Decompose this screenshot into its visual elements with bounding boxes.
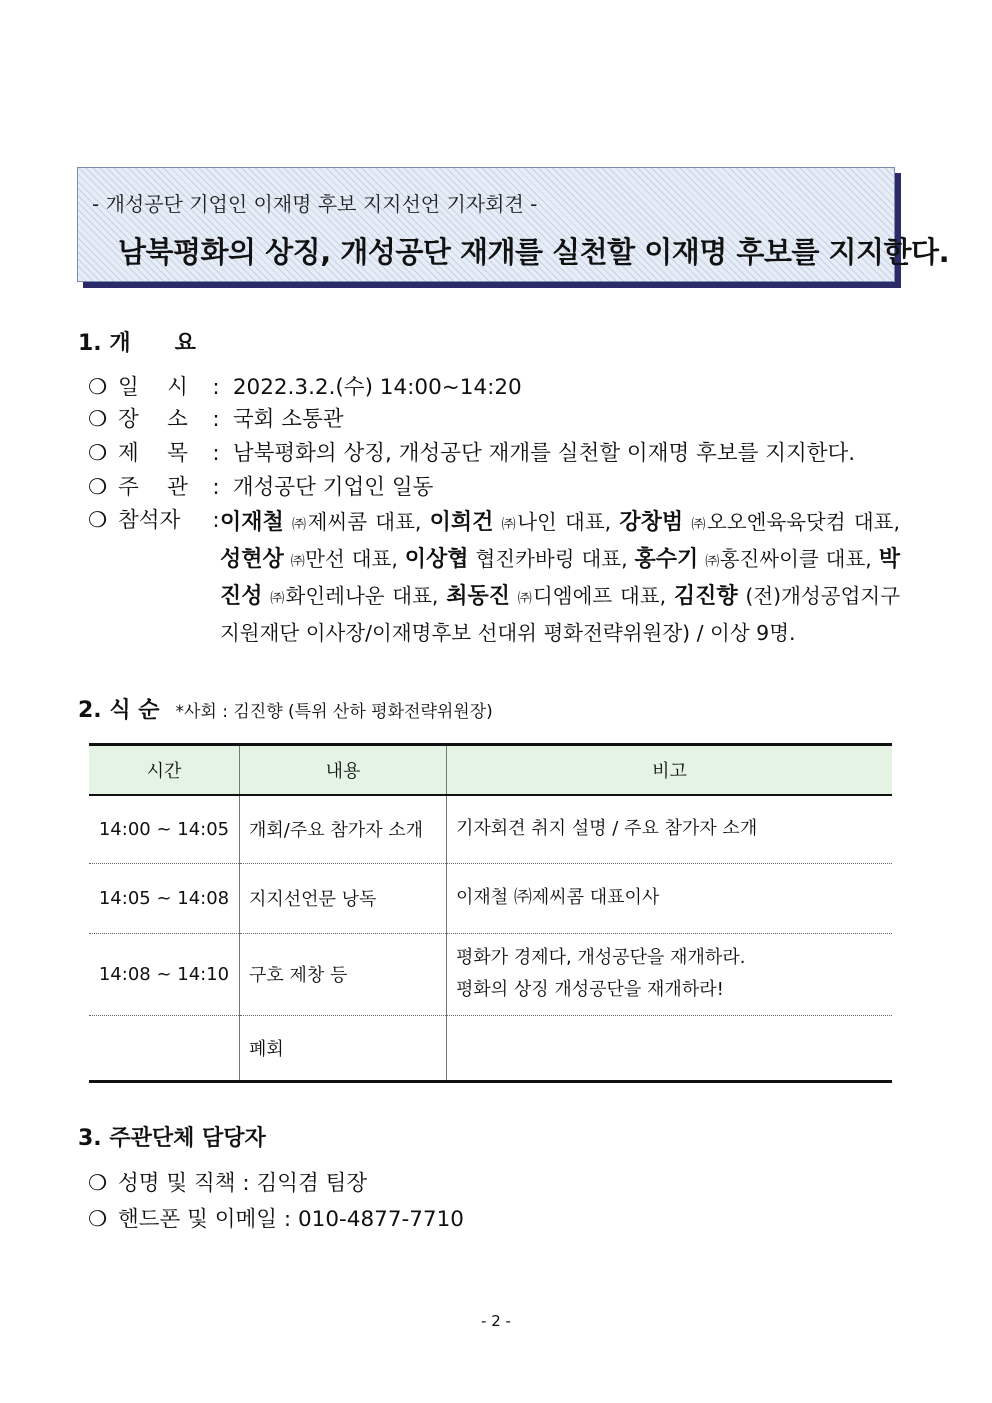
page-number: - 2 - <box>481 1312 511 1330</box>
table-row <box>89 795 892 863</box>
column-header: 시간 <box>89 745 240 796</box>
attendee-org: 홍진싸이클 대표 <box>719 547 866 571</box>
bullet-circle-icon: ❍ <box>88 508 108 533</box>
attendee-org: 오오엔육육닷컴 대표 <box>707 510 894 534</box>
title-box <box>77 167 950 282</box>
attendee-name: 성현상 <box>220 546 284 572</box>
cell-time: 14:08 ~ 14:10 <box>89 933 240 1015</box>
contact-name: ❍ 성명 및 직책 : 김익겸 팀장 <box>88 1168 367 1200</box>
attendee-name: 홍수기 <box>634 546 699 572</box>
bullet-circle-icon: ❍ <box>88 475 108 500</box>
overview-attendees: ❍ 참석자 : <box>88 505 226 537</box>
table-row <box>89 933 892 1015</box>
section-2-heading <box>78 693 493 724</box>
bullet-circle-icon: ❍ <box>88 441 108 466</box>
overview-label: 제 목 <box>118 441 188 466</box>
cell-content: 개회/주요 참가자 소개 <box>240 795 447 863</box>
attendee-name: 이희건 <box>429 509 494 535</box>
contact-value: 010-4877-7710 <box>297 1207 464 1232</box>
company-mark: ㈜ <box>291 517 308 533</box>
cell-time: 14:05 ~ 14:08 <box>89 863 240 933</box>
attendees-list: 이재철 ㈜제씨콤 대표, 이희건 ㈜나인 대표, 강창범 ㈜오오엔육육닷컴 대표, 성현상 ㈜만선 대표, 이상협 협진카바링 대표, 홍수기 ㈜홍진싸이클 대표, 박진성 ㈜화인레나운 대표, 최동진 ㈜디엠에프 대표, 김진향 (전)개성공업지구지원재단 이사장/이재명후보 선대위 평화전략위원장) / 이상 9명. <box>220 509 901 645</box>
section-1-heading: 1. 개 요 <box>78 331 196 356</box>
company-mark: ㈜ <box>501 517 518 533</box>
attendee-name: 강창범 <box>619 509 684 535</box>
overview-label: 주 관 <box>118 475 188 500</box>
attendee-name: 박진성 <box>220 546 901 609</box>
bullet-circle-icon: ❍ <box>88 1171 108 1196</box>
overview-place: ❍ 장 소 : 국회 소통관 <box>88 404 344 436</box>
contact-label: 핸드폰 및 이메일 <box>118 1207 278 1232</box>
attendee-name: 최동진 <box>446 583 510 609</box>
cell-note: 기자회견 취지 설명 / 주요 참가자 소개 <box>447 795 893 863</box>
attendee-org: (전)개성공업지구지원재단 이사장/이재명후보 선대위 평화전략위원장) / 이상 9명. <box>220 584 900 645</box>
cell-note <box>447 1015 893 1081</box>
cell-content: 지지선언문 낭독 <box>240 863 447 933</box>
overview-label: 장 소 <box>118 407 188 432</box>
section-2-title: 2. 식 순 <box>78 698 160 723</box>
overview-value: 2022.3.2.(수) 14:00~14:20 <box>232 375 522 400</box>
overview-date: ❍ 일 시 : 2022.3.2.(수) 14:00~14:20 <box>88 372 522 404</box>
table-header-row <box>89 745 892 796</box>
overview-value: 개성공단 기업인 일동 <box>232 475 434 500</box>
table-row <box>89 863 892 933</box>
company-mark: ㈜ <box>290 554 306 570</box>
attendee-org: 나인 대표 <box>517 510 605 534</box>
attendee-name: 이상협 <box>404 546 469 572</box>
overview-value: 남북평화의 상징, 개성공단 재개를 실천할 이재명 후보를 지지한다. <box>232 441 856 466</box>
cell-time: 14:00 ~ 14:05 <box>98 818 230 840</box>
overview-host: ❍ 주 관 : 개성공단 기업인 일동 <box>88 472 433 504</box>
cell-content: 폐회 <box>240 1015 447 1081</box>
cell-note: 평화가 경제다, 개성공단을 재개하라. 평화의 상징 개성공단을 재개하라! <box>447 933 893 1015</box>
overview-subject: ❍ 제 목 : 남북평화의 상징, 개성공단 재개를 실천할 이재명 후보를 지지한다. <box>88 438 855 470</box>
bullet-circle-icon: ❍ <box>88 1207 108 1232</box>
title-subtitle: - 개성공단 기업인 이재명 후보 지지선언 기자회견 - <box>92 192 538 216</box>
attendee-name: 이재철 <box>220 509 284 535</box>
cell-content: 구호 제창 등 <box>240 933 447 1015</box>
contact-phone: ❍ 핸드폰 및 이메일 : 010-4877-7710 <box>88 1204 464 1236</box>
contact-value: 김익겸 팀장 <box>256 1171 368 1196</box>
attendees-label: 참석자 <box>118 508 181 533</box>
section-2-note: *사회 : 김진향 (특위 산하 평화전략위원장) <box>175 702 493 722</box>
company-mark: ㈜ <box>517 591 533 607</box>
overview-value: 국회 소통관 <box>232 407 344 432</box>
section-3-heading: 3. 주관단체 담당자 <box>78 1126 266 1151</box>
title-main: 남북평화의 상징, 개성공단 재개를 실천할 이재명 후보를 지지한다. <box>118 235 950 269</box>
attendee-org: 제씨콤 대표 <box>307 510 415 534</box>
bullet-circle-icon: ❍ <box>88 375 108 400</box>
column-header: 내용 <box>240 745 447 796</box>
attendee-org: 협진카바링 대표 <box>475 547 622 571</box>
attendee-org: 만선 대표 <box>305 547 392 571</box>
table-row <box>89 1015 892 1081</box>
company-mark: ㈜ <box>691 517 708 533</box>
company-mark: ㈜ <box>705 554 720 570</box>
schedule-table <box>89 743 892 1083</box>
bullet-circle-icon: ❍ <box>88 407 108 432</box>
attendee-org: 화인레나운 대표 <box>285 584 432 608</box>
company-mark: ㈜ <box>270 591 286 607</box>
contact-label: 성명 및 직책 <box>118 1171 236 1196</box>
overview-label: 일 시 <box>118 375 188 400</box>
cell-time <box>89 1015 240 1081</box>
column-header: 비고 <box>447 745 893 796</box>
attendee-org: 디엠에프 대표 <box>532 584 660 608</box>
attendee-name: 김진향 <box>673 583 738 609</box>
cell-note: 이재철 ㈜제씨콤 대표이사 <box>447 863 893 933</box>
